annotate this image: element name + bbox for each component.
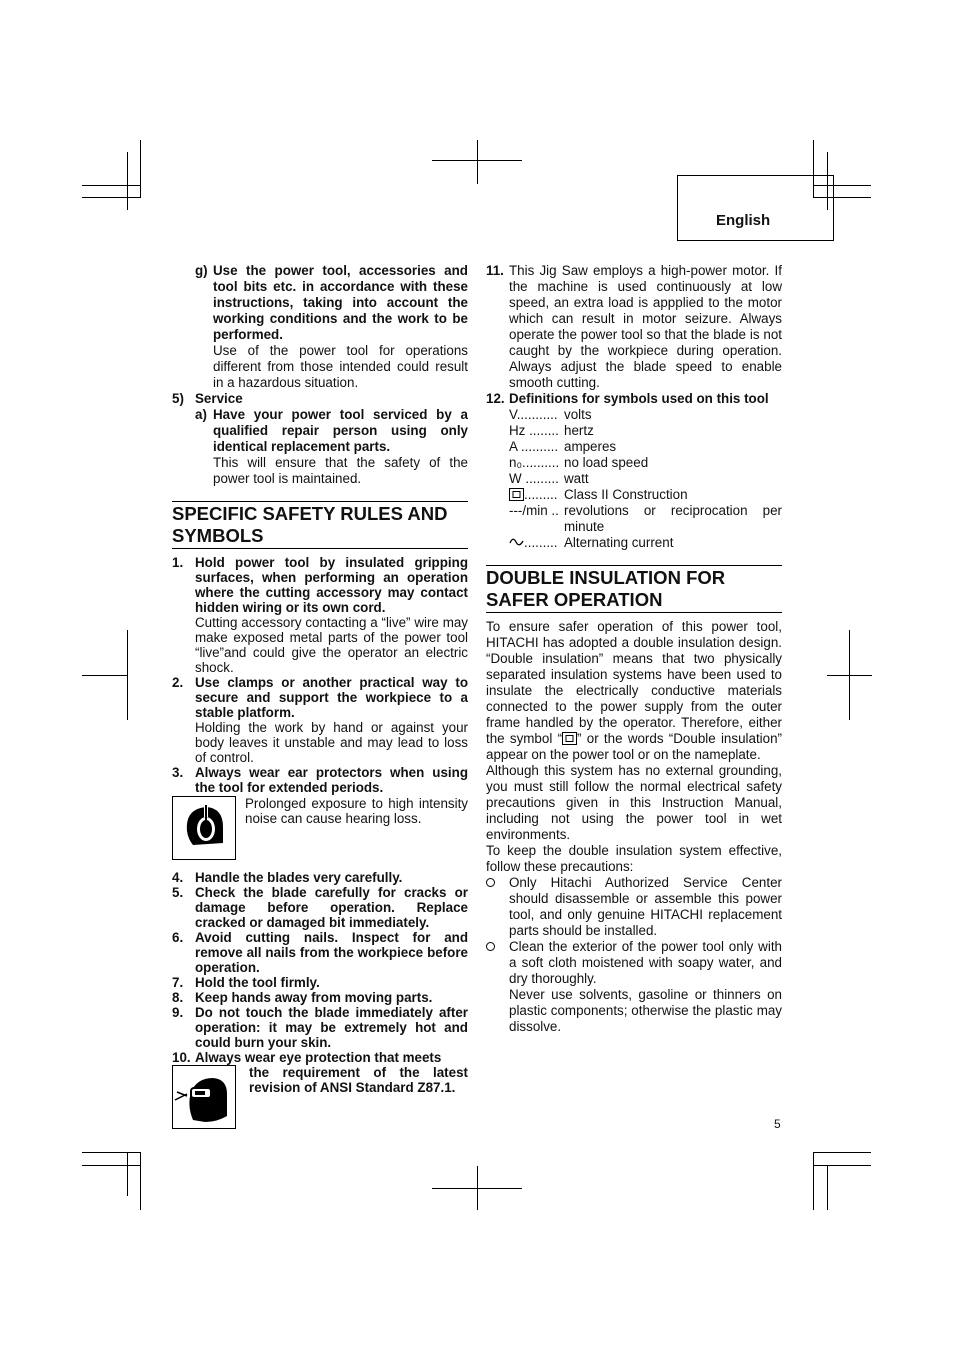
alternating-current-icon bbox=[509, 536, 524, 548]
rule-3: 3. Always wear ear protectors when using the tool for extended periods. bbox=[172, 765, 468, 795]
class-ii-icon bbox=[509, 488, 524, 501]
rule-3-detail: Prolonged exposure to high intensity noise can cause hearing loss. bbox=[172, 796, 468, 860]
right-column bbox=[486, 263, 782, 1035]
left-column bbox=[172, 263, 468, 1129]
eye-protection-icon bbox=[172, 1065, 236, 1129]
rule-2: 2. Use clamps or another practical way to secure and support the workpiece to a stable platform. Holding the work by hand or against your body leaves it unstable and may lead to loss of control. bbox=[172, 675, 468, 765]
language-tab bbox=[677, 175, 834, 241]
double-insulation-p3: To keep the double insulation system effective, follow these precautions: bbox=[486, 843, 782, 874]
class-ii-icon bbox=[562, 732, 577, 745]
precaution-1: Only Hitachi Authorized Service Center should disassemble or assemble this power tool, and only genuine HITACHI replacement parts should be installed. bbox=[486, 875, 782, 939]
rule-5: 5. Check the blade carefully for cracks or damage before operation. Replace cracked or damaged bit immediately. bbox=[172, 885, 468, 930]
rule-4: 4. Handle the blades very carefully. bbox=[172, 870, 403, 885]
double-insulation-p2: Although this system has no external grounding, you must still follow the normal electrical safety precautions given in this Instruction Manual, including not using the power tool in wet environments. bbox=[486, 763, 782, 842]
symbol-row: ---/min .. revolutions or reciprocation per minute bbox=[509, 503, 782, 534]
specific-safety-heading: SPECIFIC SAFETY RULES AND SYMBOLS bbox=[172, 501, 468, 549]
rule-service-a: a) Have your power tool serviced by a qualified repair person using only identical replacement parts. This will ensure that the safety of the power tool is maintained. bbox=[195, 407, 468, 486]
symbol-definitions bbox=[486, 407, 782, 551]
symbol-row: A .......... amperes bbox=[509, 439, 617, 454]
symbol-row: W ......... watt bbox=[509, 471, 589, 486]
rule-1: 1. Hold power tool by insulated gripping surfaces, when performing an operation where the cutting accessory may contact hidden wiring or its own cord. Cutting accessory contacting a “live” wire may make exposed metal parts of the power tool “live”and could give the operator an electric shock. bbox=[172, 555, 468, 675]
rule-10-detail: the requirement of the latest revision of ANSI Standard Z87.1. bbox=[172, 1065, 468, 1129]
rule-8: 8. Keep hands away from moving parts. bbox=[172, 990, 433, 1005]
rule-9: 9. Do not touch the blade immediately after operation: it may be extremely hot and could burn your skin. bbox=[172, 1005, 468, 1050]
rule-12: 12. Definitions for symbols used on this tool bbox=[486, 391, 769, 406]
symbol-row: V........... volts bbox=[509, 407, 592, 422]
ear-protector-icon bbox=[172, 796, 236, 860]
rule-11: 11. This Jig Saw employs a high-power motor. If the machine is used continuously at low speed, an extra load is appplied to the motor which can result in motor seizure. Always operate the power tool so that the blade is not caught by the workpiece during operation. Always adjust the blade speed to enable smooth cutting. bbox=[486, 263, 782, 390]
symbol-row: n₀.......... no load speed bbox=[509, 455, 649, 470]
symbol-row: Hz ........ hertz bbox=[509, 423, 594, 438]
rule-10: 10. Always wear eye protection that meets bbox=[172, 1050, 442, 1065]
bullet-circle-icon bbox=[486, 878, 495, 887]
double-insulation-heading: DOUBLE INSULATION FOR SAFER OPERATION bbox=[486, 565, 782, 613]
bullet-circle-icon bbox=[486, 942, 495, 951]
rule-6: 6. Avoid cutting nails. Inspect for and remove all nails from the workpiece before operation. bbox=[172, 930, 468, 975]
symbol-row: ......... Alternating current bbox=[509, 535, 782, 551]
rule-g: g) Use the power tool, accessories and tool bits etc. in accordance with these instructions, taking into account the working conditions and the work to be performed. Use of the power tool for operations different from those intended could result in a hazardous situation. bbox=[195, 263, 468, 390]
double-insulation-p1: To ensure safer operation of this power tool, HITACHI has adopted a double insulation design. “Double insulation” means that two physically separated insulation systems have been used to insulate the electrically conductive materials connected to the power supply from the outer frame handled by the operator. Therefore, either the symbol “ ” or the words “Double insulation” appear on the power tool or on the nameplate. bbox=[486, 619, 782, 762]
symbol-row: ......... Class II Construction bbox=[509, 487, 782, 503]
language-label: English bbox=[716, 212, 771, 229]
section-service: 5) Service bbox=[172, 391, 243, 406]
page-number: 5 bbox=[774, 1117, 781, 1131]
precaution-2: Clean the exterior of the power tool only with a soft cloth moistened with soapy water, and dry thoroughly. Never use solvents, gasoline or thinners on plastic components; otherwise the plastic may dissolve. bbox=[486, 939, 782, 1035]
rule-7: 7. Hold the tool firmly. bbox=[172, 975, 320, 990]
